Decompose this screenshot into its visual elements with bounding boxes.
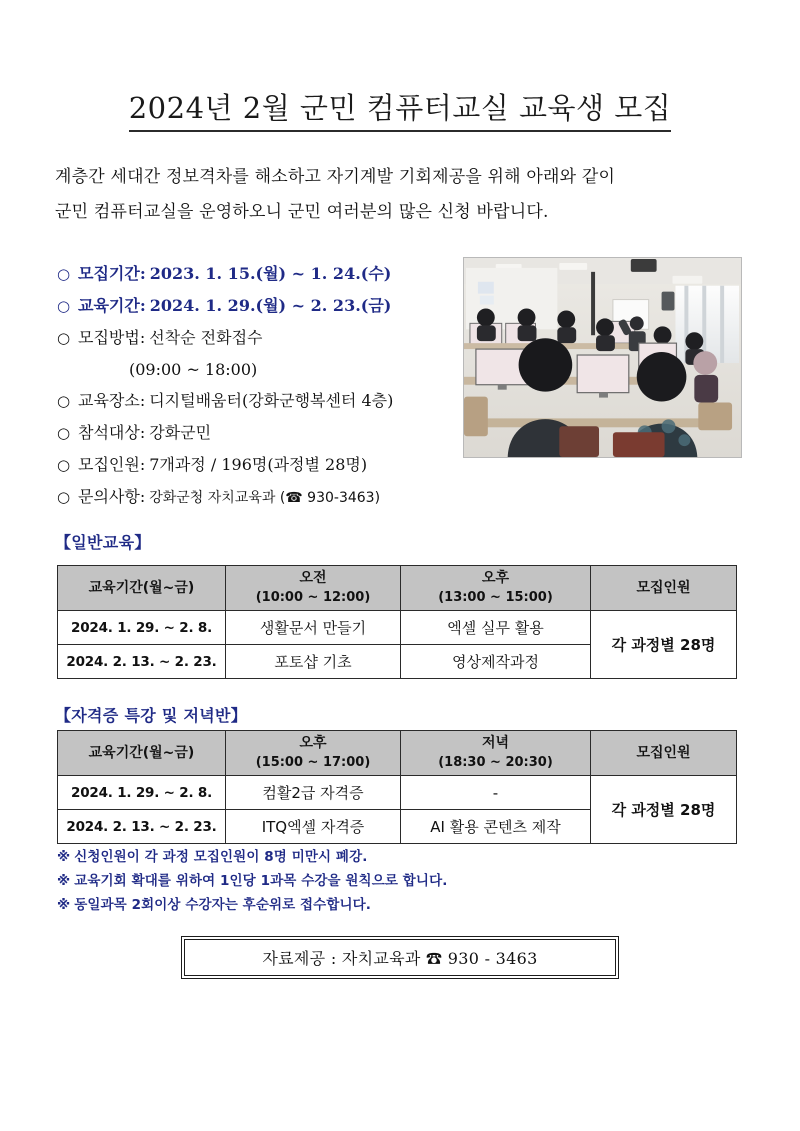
classroom-photo bbox=[463, 257, 742, 458]
cell-evening-course: - bbox=[401, 776, 591, 810]
page-title bbox=[0, 86, 800, 127]
bullet-circle-icon: ○ bbox=[57, 456, 71, 474]
info-label: 참석대상: bbox=[78, 423, 146, 442]
classroom-photo-illustration bbox=[464, 258, 741, 457]
th-afternoon-time: (13:00 ~ 15:00) bbox=[438, 590, 553, 605]
info-label: 모집기간: bbox=[78, 264, 146, 283]
info-item-call-hours bbox=[57, 354, 477, 385]
info-label: 모집방법: bbox=[78, 328, 146, 347]
table-row bbox=[58, 611, 737, 645]
info-value: (09:00 ~ 18:00) bbox=[129, 360, 258, 379]
info-value-phone: 강화군청 자치교육과 (☎ 930-3463) bbox=[149, 490, 381, 506]
cell-afternoon-course: 엑셀 실무 활용 bbox=[401, 611, 591, 645]
info-value: 강화군민 bbox=[149, 423, 212, 442]
table-header-row bbox=[58, 566, 737, 611]
info-label: 교육기간: bbox=[78, 296, 146, 315]
note-text: 교육기회 확대를 위하여 1인당 1과목 수강을 원칙으로 합니다. bbox=[74, 873, 448, 889]
table-certificate-evening bbox=[57, 730, 737, 844]
th-afternoon: 오후 (15:00 ~ 17:00) bbox=[226, 731, 401, 776]
notes-list bbox=[57, 845, 657, 917]
cell-capacity: 각 과정별 28명 bbox=[591, 611, 737, 679]
bullet-circle-icon: ○ bbox=[57, 297, 71, 315]
cell-period: 2024. 2. 13. ~ 2. 23. bbox=[58, 810, 226, 844]
note-item-1 bbox=[57, 845, 657, 869]
section-heading-certificate: 【자격증 특강 및 저녁반】 bbox=[55, 706, 248, 725]
info-value: 선착순 전화접수 bbox=[149, 328, 263, 347]
cell-afternoon-course: 영상제작과정 bbox=[401, 645, 591, 679]
footer-source-text: 자료제공 : 자치교육과 ☎ 930 - 3463 bbox=[262, 949, 538, 968]
info-item-recruit-method bbox=[57, 322, 477, 354]
info-item-audience bbox=[57, 417, 477, 449]
cell-period: 2024. 2. 13. ~ 2. 23. bbox=[58, 645, 226, 679]
cell-afternoon-course: ITQ엑셀 자격증 bbox=[226, 810, 401, 844]
info-item-capacity bbox=[57, 449, 477, 481]
th-morning: 오전 (10:00 ~ 12:00) bbox=[226, 566, 401, 611]
reference-mark-icon: ※ bbox=[57, 849, 71, 865]
info-item-education-period bbox=[57, 290, 477, 322]
th-morning-time: (10:00 ~ 12:00) bbox=[255, 590, 371, 605]
note-text: 신청인원이 각 과정 모집인원이 8명 미만시 폐강. bbox=[74, 849, 368, 865]
table-header-row bbox=[58, 731, 737, 776]
intro-line-1: 계층간 세대간 정보격차를 해소하고 자기계발 기회제공을 위해 아래와 같이 bbox=[55, 167, 616, 187]
note-item-2 bbox=[57, 869, 657, 893]
cell-morning-course: 포토샵 기초 bbox=[226, 645, 401, 679]
section-heading-general: 【일반교육】 bbox=[55, 533, 151, 552]
info-value: 2024. 1. 29.(월) ~ 2. 23.(금) bbox=[149, 296, 392, 315]
note-item-3 bbox=[57, 893, 657, 917]
cell-afternoon-course: 컴활2급 자격증 bbox=[226, 776, 401, 810]
cell-period: 2024. 1. 29. ~ 2. 8. bbox=[58, 611, 226, 645]
reference-mark-icon: ※ bbox=[57, 873, 71, 889]
bullet-circle-icon: ○ bbox=[57, 424, 71, 442]
info-value: 디지털배움터(강화군행복센터 4층) bbox=[149, 391, 394, 410]
cell-period: 2024. 1. 29. ~ 2. 8. bbox=[58, 776, 226, 810]
th-capacity: 모집인원 bbox=[591, 566, 737, 611]
note-text: 동일과목 2회이상 수강자는 후순위로 접수합니다. bbox=[74, 897, 371, 913]
info-list bbox=[57, 258, 477, 514]
th-afternoon-time: (15:00 ~ 17:00) bbox=[255, 755, 371, 770]
bullet-circle-icon: ○ bbox=[57, 392, 71, 410]
info-item-contact bbox=[57, 481, 477, 514]
th-evening: 저녁 (18:30 ~ 20:30) bbox=[401, 731, 591, 776]
intro-paragraph bbox=[55, 160, 755, 230]
info-value: 7개과정 / 196명(과정별 28명) bbox=[149, 455, 368, 474]
th-period: 교육기간(월~금) bbox=[58, 566, 226, 611]
info-label: 문의사항: bbox=[78, 487, 146, 506]
footer-source-box bbox=[184, 939, 616, 976]
info-item-location bbox=[57, 385, 477, 417]
cell-evening-course: AI 활용 콘텐츠 제작 bbox=[401, 810, 591, 844]
info-label: 교육장소: bbox=[78, 391, 146, 410]
reference-mark-icon: ※ bbox=[57, 897, 71, 913]
page-title-text: 2024년 2월 군민 컴퓨터교실 교육생 모집 bbox=[129, 91, 672, 132]
table-general-education bbox=[57, 565, 737, 679]
info-label: 모집인원: bbox=[78, 455, 146, 474]
intro-line-2: 군민 컴퓨터교실을 운영하오니 군민 여러분의 많은 신청 바랍니다. bbox=[55, 202, 549, 222]
cell-morning-course: 생활문서 만들기 bbox=[226, 611, 401, 645]
th-period: 교육기간(월~금) bbox=[58, 731, 226, 776]
bullet-circle-icon: ○ bbox=[57, 265, 71, 283]
info-item-recruit-period bbox=[57, 258, 477, 290]
bullet-circle-icon: ○ bbox=[57, 329, 71, 347]
bullet-circle-icon: ○ bbox=[57, 488, 71, 506]
cell-capacity: 각 과정별 28명 bbox=[591, 776, 737, 844]
table-row bbox=[58, 776, 737, 810]
th-capacity: 모집인원 bbox=[591, 731, 737, 776]
th-evening-time: (18:30 ~ 20:30) bbox=[438, 755, 553, 770]
th-afternoon: 오후 (13:00 ~ 15:00) bbox=[401, 566, 591, 611]
info-value: 2023. 1. 15.(월) ~ 1. 24.(수) bbox=[149, 264, 392, 283]
